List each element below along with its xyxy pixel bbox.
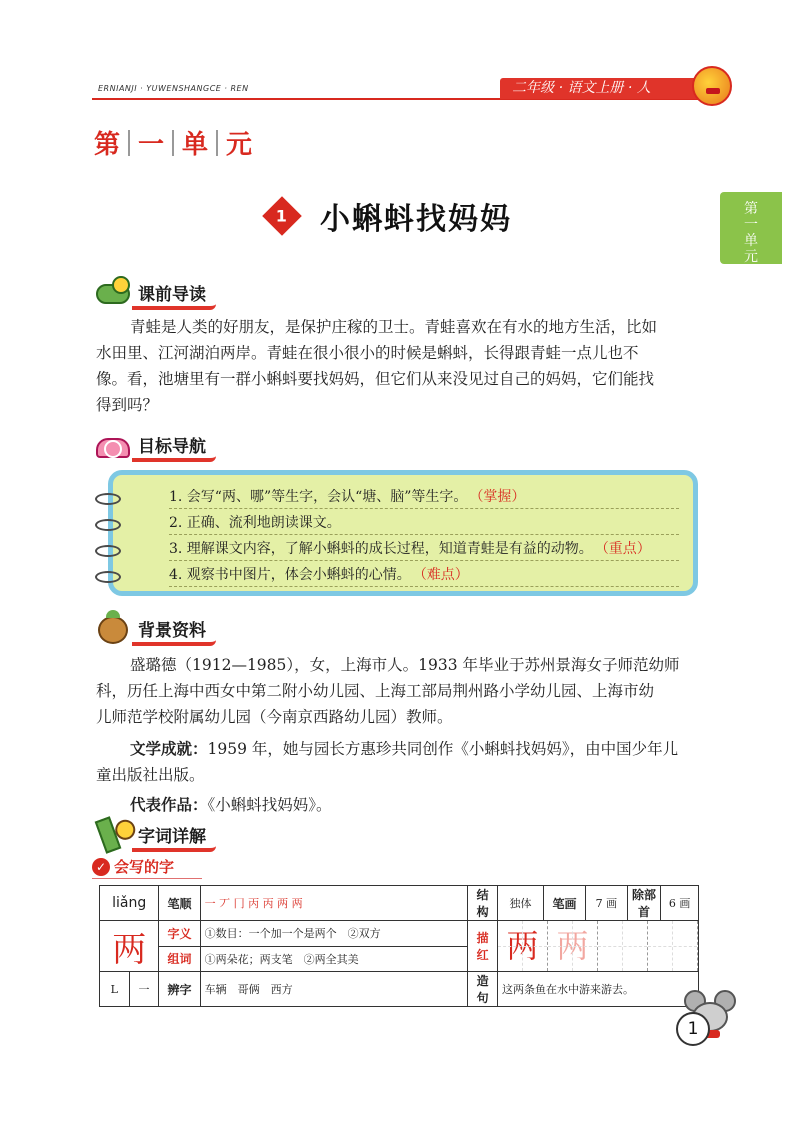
- book-label: 二年级 · 语文上册 · 人: [500, 78, 700, 99]
- radical-prefix: L: [100, 972, 130, 1007]
- side-tab-char: 元: [744, 249, 758, 265]
- intro-line: 水田里、江河湖泊两岸。青蛙在很小很小的时候是蝌蚪，长得跟青蛙一点儿也不: [96, 344, 639, 362]
- achievement-line: [130, 736, 678, 762]
- radical-strokes-label: 除部首: [627, 886, 661, 921]
- achievement-text: 1959 年，她与园长方惠珍共同创作《小蝌蚪找妈妈》，由中国少年儿: [207, 740, 679, 758]
- section-goals-header: [94, 428, 216, 462]
- unit-title: [94, 124, 252, 161]
- achievement-label: 文学成就：: [130, 740, 208, 758]
- structure-label: 结构: [468, 886, 498, 921]
- strokes-label: 笔画: [544, 886, 586, 921]
- header-pinyin: ERNIANJI · YUWENSHANGCE · REN: [98, 84, 249, 93]
- goal-item: [169, 483, 679, 509]
- goals-box: [108, 470, 698, 596]
- works-line: [130, 792, 332, 818]
- unit-char: 单: [182, 130, 209, 160]
- acorn-icon: [94, 612, 134, 646]
- pencil-icon: [94, 818, 134, 852]
- trace-cell: 两: [498, 921, 548, 971]
- subheader-label: 会写的字: [114, 858, 175, 876]
- goal-item: [169, 535, 679, 561]
- words-text: ①两朵花；两支笔 ②两全其美: [200, 946, 468, 972]
- intro-line: 青蛙是人类的好朋友，是保护庄稼的卫士。青蛙喜欢在有水的地方生活，比如: [130, 318, 658, 336]
- side-tab-char: 单: [744, 233, 758, 249]
- snail-icon: [94, 428, 134, 462]
- goal-tag: （难点）: [412, 567, 469, 583]
- sentence-text: 这两条鱼在水中游来游去。: [497, 972, 698, 1007]
- trace-cell-empty[interactable]: [648, 921, 698, 971]
- publisher-badge-icon: [692, 66, 732, 106]
- radical: 一: [129, 972, 159, 1007]
- distinguish-text: 车辆 哥俩 西方: [200, 972, 468, 1007]
- structure-value: 独体: [497, 886, 543, 921]
- works-label: 代表作品：: [130, 796, 208, 814]
- works-text: 《小蝌蚪找妈妈》。: [207, 796, 332, 814]
- section-title: 背景资料: [132, 616, 216, 646]
- goal-text: 2. 正确、流利地朗读课文。: [169, 515, 341, 531]
- binder-ring-icon: [95, 519, 121, 531]
- lesson-number: 1: [276, 206, 288, 226]
- goal-tag: （重点）: [594, 541, 651, 557]
- achievement-line: 童出版社出版。: [96, 766, 205, 784]
- section-title: 目标导航: [132, 432, 216, 462]
- unit-char: 一: [138, 130, 165, 160]
- trace-label: 描红: [468, 921, 498, 972]
- bio-line: 盛璐德（1912—1985），女，上海市人。1933 年毕业于苏州景海女子师范幼师: [130, 656, 680, 674]
- write-chars-subheader: [92, 856, 202, 879]
- radical-strokes-value: 6 画: [661, 886, 699, 921]
- trace-area[interactable]: [497, 921, 698, 972]
- unit-side-tab[interactable]: [720, 192, 782, 264]
- sentence-label: 造句: [468, 972, 498, 1007]
- section-background-header: [94, 612, 216, 646]
- bio-line: 科，历任上海中西女中第二附小幼儿园、上海工部局荆州路小学幼儿园、上海市幼: [96, 682, 655, 700]
- page-number: 1: [676, 1012, 710, 1046]
- lesson-title: 小蝌蚪找妈妈: [320, 202, 512, 237]
- section-intro-header: [94, 276, 216, 310]
- trace-cell: 两: [548, 921, 598, 971]
- goal-text: 1. 会写“两、哪”等生字，会认“塘、脑”等生字。: [169, 489, 468, 505]
- stroke-order-label: 笔顺: [159, 886, 200, 921]
- goal-item: [169, 561, 679, 587]
- distinguish-label: 辨字: [159, 972, 200, 1007]
- check-icon: ✓: [92, 858, 110, 876]
- intro-line: 像。看，池塘里有一群小蝌蚪要找妈妈，但它们从来没见过自己的妈妈，它们能找: [96, 370, 655, 388]
- words-label: 组词: [159, 946, 200, 972]
- section-title: 字词详解: [132, 822, 216, 852]
- lesson-heading: [268, 194, 512, 238]
- goal-tag: （掌握）: [469, 489, 526, 505]
- goal-text: 3. 理解课文内容，了解小蝌蚪的成长过程，知道青蛙是有益的动物。: [169, 541, 593, 557]
- unit-divider: [172, 130, 174, 156]
- binder-ring-icon: [95, 545, 121, 557]
- section-vocab-header: [94, 818, 216, 852]
- goal-text: 4. 观察书中图片，体会小蝌蚪的心情。: [169, 567, 411, 583]
- side-tab-char: 一: [744, 217, 758, 233]
- caterpillar-icon: [94, 276, 134, 310]
- section-title: 课前导读: [132, 280, 216, 310]
- goals-list: [169, 483, 679, 587]
- binder-ring-icon: [95, 571, 121, 583]
- unit-char: 第: [94, 130, 121, 160]
- trace-cell-empty[interactable]: [598, 921, 648, 971]
- intro-line: 得到吗？: [96, 396, 159, 414]
- goal-item: [169, 509, 679, 535]
- unit-divider: [128, 130, 130, 156]
- character-table: [99, 885, 699, 1007]
- stroke-order: 一 丆 冂 丙 丙 两 两: [200, 886, 468, 921]
- side-tab-char: 第: [744, 201, 758, 217]
- char-pinyin: liǎng: [100, 886, 159, 921]
- meaning-label: 字义: [159, 921, 200, 947]
- unit-divider: [216, 130, 218, 156]
- lesson-number-badge: [262, 196, 302, 236]
- unit-char: 元: [226, 130, 253, 160]
- strokes-value: 7 画: [585, 886, 627, 921]
- bio-line: 儿师范学校附属幼儿园（今南京西路幼儿园）教师。: [96, 708, 453, 726]
- binder-ring-icon: [95, 493, 121, 505]
- target-character: 两: [100, 921, 159, 972]
- meaning-text: ①数目：一个加一个是两个 ②双方: [200, 921, 468, 947]
